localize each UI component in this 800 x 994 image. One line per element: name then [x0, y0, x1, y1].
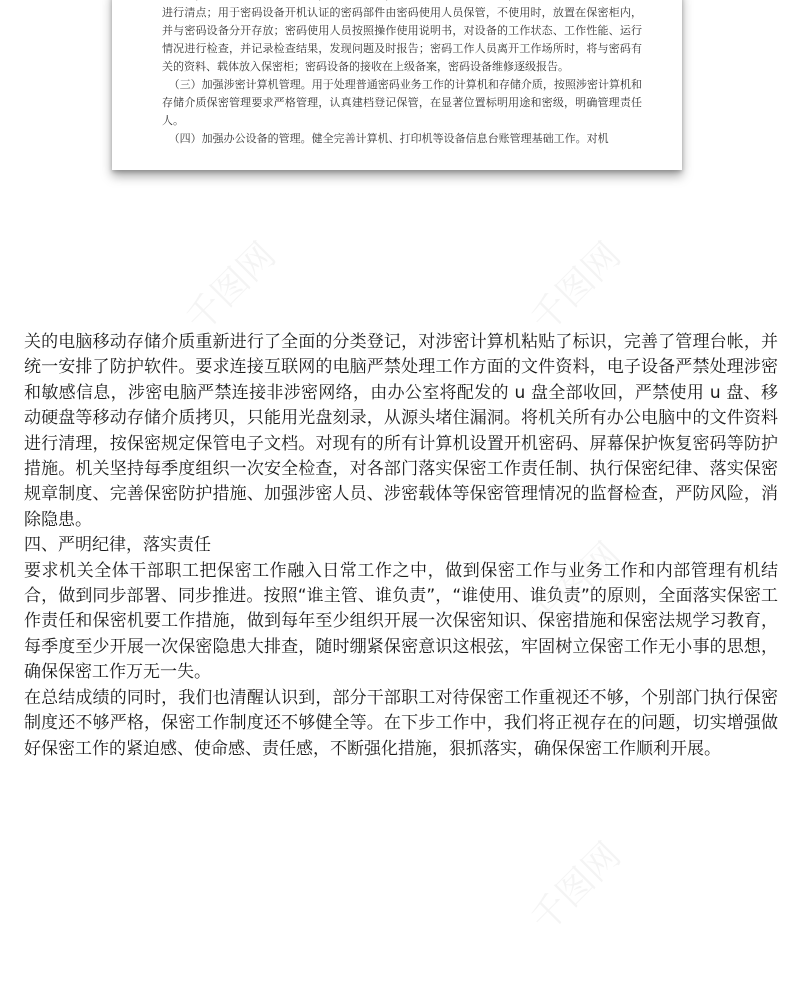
section-heading: 四、严明纪律，落实责任: [24, 535, 211, 556]
body-paragraph: 在总结成绩的同时，我们也清醒认识到，部分干部职工对待保密工作重视还不够，个别部门执行保密制度还不够严格，保密工作制度还不够健全等。在下步工作中，我们将正视存在的问题，切实增强做好保密工作的紧迫感、使命感、责任感，不断强化措施，狠抓落实，确保保密工作顺利开展。: [24, 687, 778, 759]
body-paragraph: 要求机关全体干部职工把保密工作融入日常工作之中，做到保密工作与业务工作和内部管理有机结合，做到同步部署、同步推进。按照“谁主管、谁负责”，“谁使用、谁负责”的原则，全面落实保密工作责任和保密机要工作措施，做到每年至少组织开展一次保密知识、保密措施和保密法规学习教育，每季度至少开展一次保密隐患大排查，随时绷紧保密意识这根弦，牢固树立保密工作无小事的思想，确保保密工作万无一失。: [24, 560, 778, 683]
watermark: [173, 229, 285, 341]
document-preview-card: [112, 0, 682, 170]
preview-paragraph: 进行清点；用于密码设备开机认证的密码部件由密码使用人员保管，不使用时，放置在保密柜内，并与密码设备分开存放；密码使用人员按照操作使用说明书，对设备的工作状态、工作性能、运行情况进行检查，并记录检查结果，发现问题及时报告；密码工作人员离开工作场所时，将与密码有关的资料、载体放入保密柜；密码设备的接收在上级备案，密码设备维修逐级报告。: [162, 6, 642, 73]
document-body: [24, 330, 778, 762]
body-paragraph: 关的电脑移动存储介质重新进行了全面的分类登记，对涉密计算机粘贴了标识，完善了管理台帐，并统一安排了防护软件。要求连接互联网的电脑严禁处理工作方面的文件资料，电子设备严禁处理涉密和敏感信息，涉密电脑严禁连接非涉密网络，由办公室将配发的 u 盘全部收回，严禁使用 u 盘、移动硬盘等移动存储介质拷贝，只能用光盘刻录，从源头堵住漏洞。将机关所有办公电脑中的文件资料进行清理，按保密规定保管电子文档。对现有的所有计算机设置开机密码、屏幕保护恢复密码等防护措施。机关坚持每季度组织一次安全检查，对各部门落实保密工作责任制、执行保密纪律、落实保密规章制度、完善保密防护措施、加强涉密人员、涉密载体等保密管理情况的监督检查，严防风险，消除隐患。: [24, 332, 778, 530]
preview-text-block: [162, 0, 642, 148]
preview-paragraph: （三）加强涉密计算机管理。用于处理普通密码业务工作的计算机和存储介质，按照涉密计算机和存储介质保密管理要求严格管理，认真建档登记保管，在显著位置标明用途和密级，明确管理责任人。: [162, 78, 642, 127]
watermark: [518, 829, 630, 941]
watermark: [518, 229, 630, 341]
preview-paragraph: （四）加强办公设备的管理。健全完善计算机、打印机等设备信息台账管理基础工作。对机: [168, 132, 609, 145]
